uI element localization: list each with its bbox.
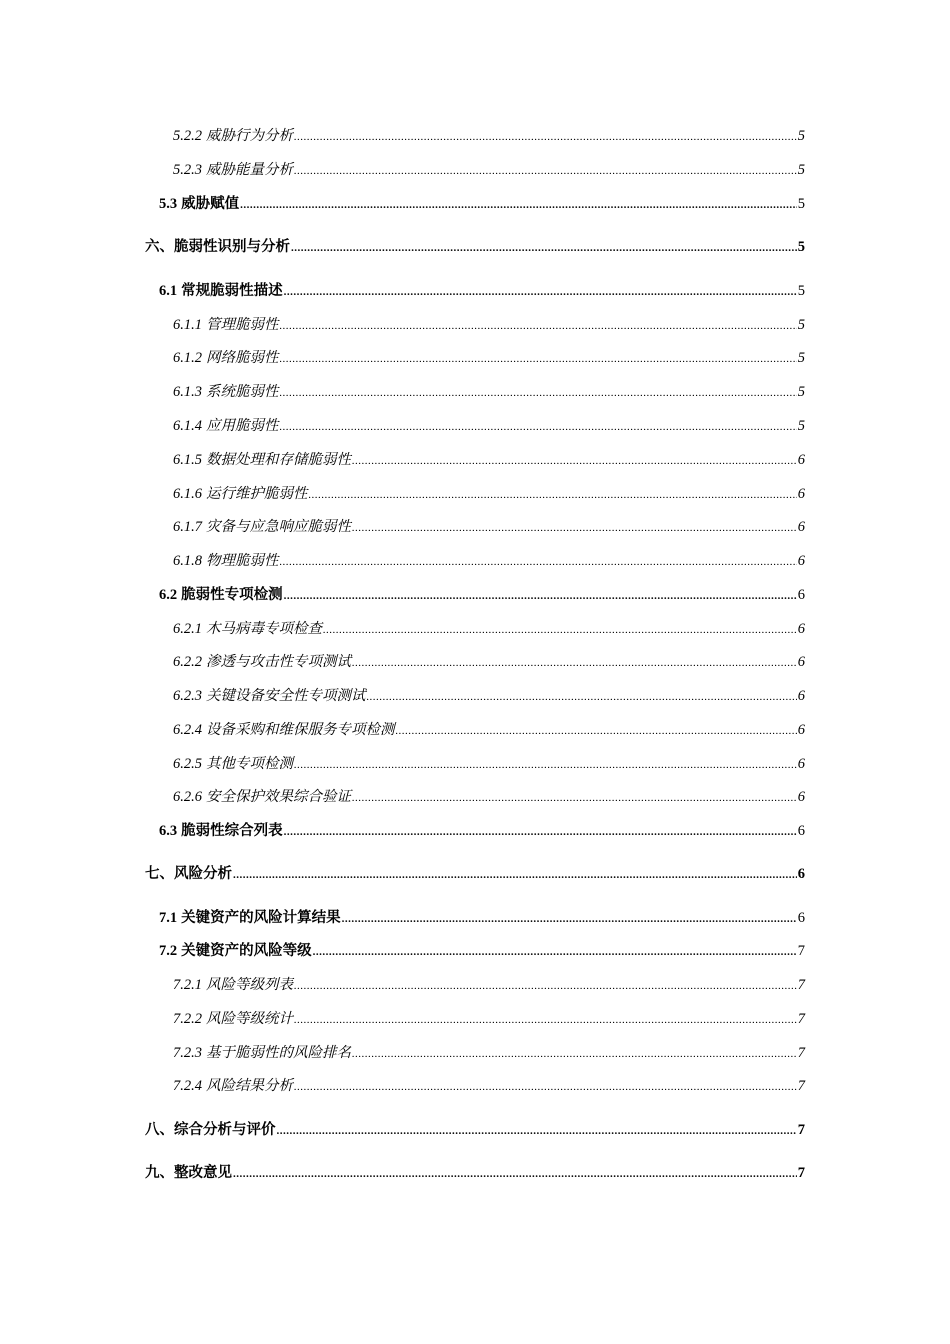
toc-dot-leader [352,1044,797,1064]
toc-entry-title: 风险等级列表 [206,977,293,993]
toc-entry[interactable] [159,281,805,302]
toc-entry-title: 关键资产的风险计算结果 [181,909,341,926]
toc-entry-number: 6.2.5 [173,756,202,772]
toc-entry-title: 九、整改意见 [145,1164,232,1181]
toc-entry-number: 6.1.7 [173,519,202,535]
toc-dot-leader [294,755,797,775]
toc-dot-leader [280,316,797,336]
toc-entry-title: 物理脆弱性 [206,553,279,569]
toc-entry[interactable] [173,160,805,181]
toc-entry-title: 基于脆弱性的风险排名 [206,1045,351,1061]
toc-entry-page: 6 [797,519,805,535]
toc-entry[interactable] [145,1163,805,1184]
toc-dot-leader [280,552,797,572]
toc-entry-page: 5 [797,196,805,212]
toc-entry[interactable] [173,382,805,403]
toc-entry-page: 5 [797,384,805,400]
toc-entry-number: 6.1.5 [173,452,202,468]
toc-entry-page: 7 [797,1122,805,1138]
toc-entry-page: 5 [797,239,805,255]
toc-entry-number: 5.2.2 [173,128,202,144]
toc-entry[interactable] [173,348,805,369]
toc-dot-leader [323,620,797,640]
toc-entry[interactable] [173,1043,805,1064]
toc-entry[interactable] [173,551,805,572]
toc-dot-leader [367,687,797,707]
toc-entry-title: 数据处理和存储脆弱性 [206,452,351,468]
toc-dot-leader [294,1010,797,1030]
toc-entry-page: 6 [797,654,805,670]
toc-entry-number: 6.1.6 [173,486,202,502]
toc-entry-title: 脆弱性专项检测 [181,586,283,603]
toc-entry-title: 木马病毒专项检查 [206,621,322,637]
toc-entry-title: 风险结果分析 [206,1078,293,1094]
toc-dot-leader [352,451,797,471]
toc-entry-number: 5.2.3 [173,162,202,178]
toc-entry[interactable] [159,941,805,962]
toc-entry-number: 6.2.4 [173,722,202,738]
toc-entry-number: 6.2 [159,587,178,603]
toc-dot-leader [294,127,797,147]
toc-dot-leader [280,349,797,369]
toc-entry[interactable] [173,416,805,437]
toc-entry-title: 运行维护脆弱性 [206,486,308,502]
toc-entry-title: 威胁能量分析 [206,162,293,178]
toc-entry-title: 渗透与攻击性专项测试 [206,654,351,670]
toc-entry-page: 5 [797,162,805,178]
toc-entry-page: 5 [797,418,805,434]
toc-entry-page: 7 [797,1165,805,1181]
toc-entry-title: 关键资产的风险等级 [181,942,312,959]
toc-dot-leader [309,485,797,505]
toc-entry-number: 7.2.4 [173,1078,202,1094]
toc-entry-number: 6.1.3 [173,384,202,400]
toc-entry-number: 6.1.2 [173,350,202,366]
toc-dot-leader [294,1077,797,1097]
toc-entry[interactable] [173,686,805,707]
toc-entry-title: 风险等级统计 [206,1011,293,1027]
toc-entry[interactable] [173,517,805,538]
toc-entry[interactable] [159,194,805,215]
toc-entry-number: 5.3 [159,196,178,212]
toc-entry-title: 常规脆弱性描述 [181,282,283,299]
toc-dot-leader [294,976,797,996]
toc-entry-page: 7 [797,1011,805,1027]
toc-entry[interactable] [173,754,805,775]
toc-entry-number: 7.2.3 [173,1045,202,1061]
toc-entry-page: 6 [797,866,805,882]
toc-entry-number: 7.2 [159,943,178,959]
toc-entry-title: 关键设备安全性专项测试 [206,688,366,704]
toc-entry-page: 5 [797,350,805,366]
toc-entry-page: 5 [797,317,805,333]
toc-entry-page: 6 [797,621,805,637]
toc-entry-page: 6 [797,823,805,839]
toc-dot-leader [233,865,797,885]
toc-entry-page: 5 [797,283,805,299]
toc-entry[interactable] [173,652,805,673]
toc-entry-title: 其他专项检测 [206,756,293,772]
toc-entry[interactable] [173,1076,805,1097]
toc-entry-title: 七、风险分析 [145,865,232,882]
toc-entry[interactable] [173,484,805,505]
toc-dot-leader [233,1164,797,1184]
toc-entry-title: 六、脆弱性识别与分析 [145,238,290,255]
toc-entry[interactable] [173,1009,805,1030]
toc-dot-leader [240,195,797,215]
toc-entry-page: 6 [797,553,805,569]
toc-entry-number: 6.1.1 [173,317,202,333]
toc-entry-title: 安全保护效果综合验证 [206,789,351,805]
toc-entry-number: 6.2.3 [173,688,202,704]
toc-entry-page: 6 [797,587,805,603]
toc-entry[interactable] [173,975,805,996]
toc-entry-title: 网络脆弱性 [206,350,279,366]
toc-entry-number: 6.2.1 [173,621,202,637]
toc-dot-leader [277,1121,797,1141]
toc-entry-number: 7.2.2 [173,1011,202,1027]
toc-entry-page: 6 [797,722,805,738]
toc-entry[interactable] [173,315,805,336]
toc-entry-page: 6 [797,756,805,772]
toc-dot-leader [313,942,797,962]
toc-entry-title: 八、综合分析与评价 [145,1121,276,1138]
toc-dot-leader [284,282,797,302]
toc-entry-number: 6.1.8 [173,553,202,569]
toc-entry-page: 6 [797,688,805,704]
toc-entry-number: 6.1.4 [173,418,202,434]
toc-entry[interactable] [173,619,805,640]
toc-entry[interactable] [173,450,805,471]
toc-dot-leader [352,518,797,538]
toc-entry-title: 设备采购和维保服务专项检测 [206,722,395,738]
toc-dot-leader [396,721,797,741]
toc-entry-page: 6 [797,789,805,805]
toc-entry-number: 6.2.2 [173,654,202,670]
toc-entry[interactable] [159,821,805,842]
toc-dot-leader [284,822,797,842]
toc-dot-leader [352,788,797,808]
toc-entry-page: 7 [797,977,805,993]
toc-entry-number: 7.1 [159,910,178,926]
toc-entry[interactable] [173,126,805,147]
toc-entry-title: 威胁赋值 [181,195,240,212]
toc-entry[interactable] [145,864,805,885]
toc-entry-title: 应用脆弱性 [206,418,279,434]
toc-entry-number: 6.3 [159,823,178,839]
toc-entry-number: 6.1 [159,283,178,299]
toc-dot-leader [352,653,797,673]
toc-entry-title: 脆弱性综合列表 [181,822,283,839]
toc-dot-leader [291,238,797,258]
toc-entry-title: 威胁行为分析 [206,128,293,144]
toc-entry-page: 6 [797,486,805,502]
toc-entry-number: 7.2.1 [173,977,202,993]
toc-entry[interactable] [145,1120,805,1141]
toc-entry[interactable] [145,237,805,258]
toc-entry-number: 6.2.6 [173,789,202,805]
toc-entry[interactable] [159,908,805,929]
toc-entry-page: 7 [797,1045,805,1061]
toc-entry-title: 系统脆弱性 [206,384,279,400]
toc-dot-leader [294,161,797,181]
toc-entry-page: 6 [797,910,805,926]
toc-entry-page: 7 [797,1078,805,1094]
toc-entry-page: 5 [797,128,805,144]
toc-entry-page: 7 [797,943,805,959]
toc-entry[interactable] [173,787,805,808]
toc-entry[interactable] [173,720,805,741]
toc-dot-leader [280,383,797,403]
toc-dot-leader [280,417,797,437]
toc-dot-leader [342,909,797,929]
toc-dot-leader [284,586,797,606]
toc-entry-title: 管理脆弱性 [206,317,279,333]
toc-entry-title: 灾备与应急响应脆弱性 [206,519,351,535]
toc-entry-page: 6 [797,452,805,468]
toc-entry[interactable] [159,585,805,606]
